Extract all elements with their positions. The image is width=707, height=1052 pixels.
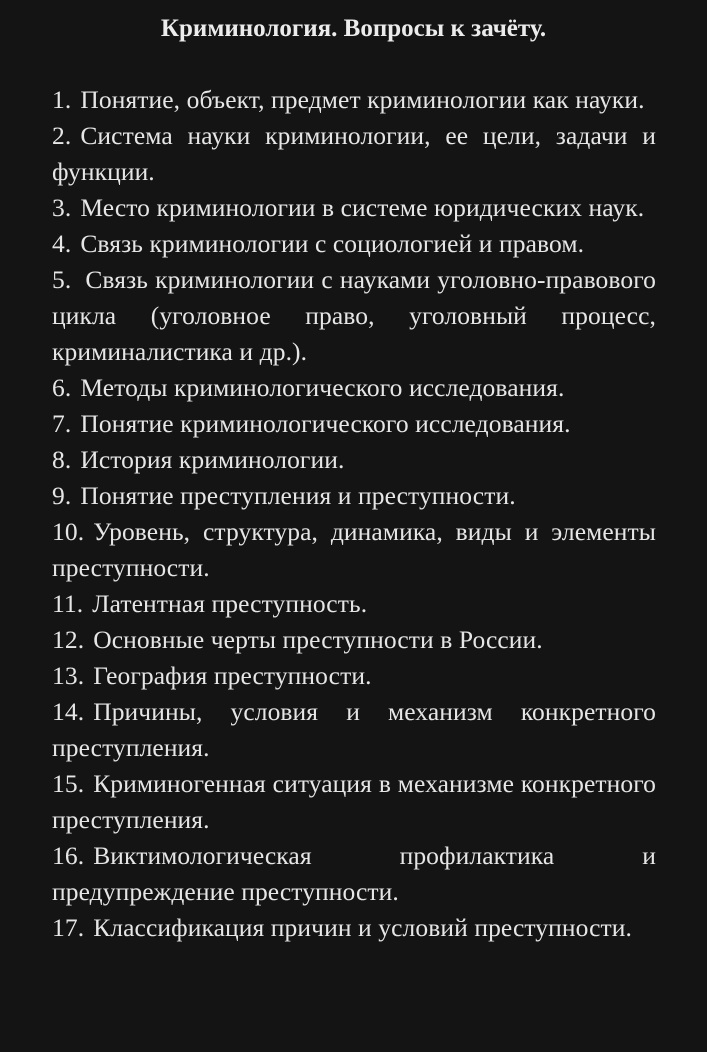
item-text: Связь криминологии с науками уголовно-правового цикла (уголовное право, уголовный процесс, криминалистика и др.). bbox=[52, 265, 656, 366]
item-text: История криминологии. bbox=[80, 445, 345, 474]
item-number: 17. bbox=[52, 913, 85, 942]
item-number: 9. bbox=[52, 481, 72, 510]
item-text: Система науки криминологии, ее цели, задачи и функции. bbox=[52, 121, 656, 186]
item-text: Латентная преступность. bbox=[92, 589, 368, 618]
page-title: Криминология. Вопросы к зачёту. bbox=[160, 15, 547, 42]
item-number: 3. bbox=[52, 193, 72, 222]
item-text: Понятие, объект, предмет криминологии как науки. bbox=[80, 85, 645, 114]
item-text: Понятие криминологического исследования. bbox=[80, 409, 571, 438]
item-text: Криминогенная ситуация в механизме конкретного преступления. bbox=[52, 769, 656, 834]
list-item bbox=[52, 442, 656, 478]
item-text: Классификация причин и условий преступности. bbox=[93, 913, 633, 942]
item-number: 2. bbox=[52, 121, 72, 150]
item-text: Причины, условия и механизм конкретного преступления. bbox=[52, 697, 656, 762]
item-number: 10. bbox=[52, 517, 85, 546]
list-item bbox=[52, 118, 656, 190]
item-text: Основные черты преступности в России. bbox=[93, 625, 543, 654]
item-text: Понятие преступления и преступности. bbox=[80, 481, 516, 510]
list-item bbox=[52, 514, 656, 586]
item-number: 14. bbox=[52, 697, 85, 726]
list-item bbox=[52, 226, 656, 262]
item-number: 6. bbox=[52, 373, 72, 402]
item-text: Методы криминологического исследования. bbox=[80, 373, 565, 402]
list-item bbox=[52, 190, 656, 226]
list-item bbox=[52, 406, 656, 442]
list-item bbox=[52, 370, 656, 406]
item-number: 15. bbox=[52, 769, 85, 798]
item-number: 8. bbox=[52, 445, 72, 474]
list-item bbox=[52, 838, 656, 910]
item-number: 12. bbox=[52, 625, 85, 654]
list-item bbox=[52, 262, 656, 370]
item-number: 5. bbox=[52, 265, 72, 294]
item-text: Связь криминологии с социологией и правом. bbox=[80, 229, 585, 258]
list-item bbox=[52, 478, 656, 514]
list-item bbox=[52, 766, 656, 838]
item-number: 7. bbox=[52, 409, 72, 438]
item-number: 1. bbox=[52, 85, 72, 114]
item-text: Виктимологическая профилактика и предупреждение преступности. bbox=[52, 841, 656, 906]
list-item bbox=[52, 910, 656, 946]
item-number: 13. bbox=[52, 661, 85, 690]
list-item bbox=[52, 82, 656, 118]
item-text: Уровень, структура, динамика, виды и элементы преступности. bbox=[52, 517, 656, 582]
list-item bbox=[52, 586, 656, 622]
list-item bbox=[52, 622, 656, 658]
item-number: 11. bbox=[52, 589, 84, 618]
list-item bbox=[52, 658, 656, 694]
item-number: 4. bbox=[52, 229, 72, 258]
list-item bbox=[52, 694, 656, 766]
item-text: Место криминологии в системе юридических наук. bbox=[80, 193, 645, 222]
item-number: 16. bbox=[52, 841, 85, 870]
questions-list bbox=[52, 82, 656, 946]
item-text: География преступности. bbox=[93, 661, 372, 690]
